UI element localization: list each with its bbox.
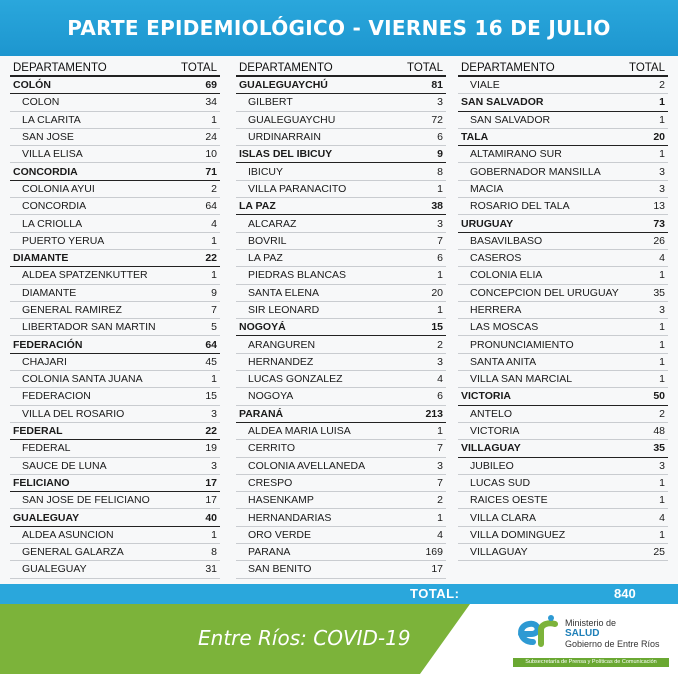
case-count: 6 [437,252,443,265]
locality-name: ALDEA SPATZENKUTTER [22,269,148,282]
case-count: 1 [659,113,665,126]
case-count: 7 [437,234,443,247]
header-total: TOTAL [407,61,443,74]
department-row [458,215,668,232]
locality-row [458,406,668,423]
footer [0,604,678,674]
case-count: 1 [211,269,217,282]
locality-row [458,371,668,388]
department-row [236,146,446,163]
case-count: 4 [659,511,665,524]
locality-row [236,94,446,111]
department-name: URUGUAY [461,217,514,230]
locality-name: VIALE [470,79,500,92]
locality-name: ALCARAZ [248,217,297,230]
locality-row [236,215,446,232]
locality-name: GUALEGUAYCHU [248,113,336,126]
locality-name: DIAMANTE [22,286,77,299]
case-count: 20 [431,286,443,299]
locality-name: LUCAS SUD [470,476,531,489]
header-total: TOTAL [629,61,665,74]
locality-row [458,509,668,526]
locality-name: RAICES OESTE [470,494,548,507]
header-department: DEPARTAMENTO [461,61,555,74]
department-row [10,77,220,94]
locality-name: SAN SALVADOR [470,113,551,126]
case-count: 1 [211,113,217,126]
department-name: FEDERACIÓN [13,338,83,351]
department-name: CONCORDIA [13,165,78,178]
locality-name: BASAVILBASO [470,234,543,247]
case-count: 22 [205,252,217,265]
case-count: 13 [653,200,665,213]
locality-row [10,527,220,544]
case-count: 1 [659,338,665,351]
report-header [0,0,678,56]
ministry-logo [505,610,675,670]
logo-text: Ministerio de SALUD Gobierno de Entre Ríos [565,618,660,649]
locality-row [236,233,446,250]
case-count: 1 [437,269,443,282]
locality-name: HERNANDARIAS [248,511,332,524]
case-count: 9 [437,148,443,161]
locality-name: LA PAZ [248,252,283,265]
locality-row [10,233,220,250]
case-count: 31 [205,563,217,576]
locality-row [236,112,446,129]
case-count: 1 [659,355,665,368]
case-count: 1 [659,148,665,161]
case-table [0,56,678,584]
locality-name: VILLA DOMINGUEZ [470,528,566,541]
locality-name: SAUCE DE LUNA [22,459,107,472]
locality-name: NOGOYA [248,390,294,403]
locality-name: FEDERACION [22,390,91,403]
locality-row [458,233,668,250]
locality-row [10,354,220,371]
locality-name: URDINARRAIN [248,131,321,144]
locality-row [236,509,446,526]
case-count: 71 [205,165,217,178]
department-row [458,94,668,111]
locality-name: COLONIA ELIA [470,269,543,282]
locality-name: ALDEA MARIA LUISA [248,425,351,438]
case-count: 1 [659,476,665,489]
locality-name: PARANA [248,546,291,559]
locality-name: JUBILEO [470,459,514,472]
locality-name: BOVRIL [248,234,287,247]
department-name: FEDERAL [13,425,63,438]
case-count: 24 [205,131,217,144]
case-count: 4 [437,528,443,541]
locality-name: CRESPO [248,476,293,489]
department-name: GUALEGUAY [13,511,80,524]
locality-row [236,371,446,388]
department-row [236,77,446,94]
department-name: DIAMANTE [13,252,69,265]
case-count: 4 [437,373,443,386]
locality-row [458,354,668,371]
locality-row [236,561,446,578]
case-count: 3 [437,355,443,368]
case-count: 1 [659,96,665,109]
department-row [10,250,220,267]
locality-row [458,544,668,561]
locality-row [10,406,220,423]
case-count: 25 [653,546,665,559]
locality-name: ANTELO [470,407,513,420]
locality-row [236,181,446,198]
locality-name: PRONUNCIAMIENTO [470,338,574,351]
department-row [458,440,668,457]
locality-name: ALTAMIRANO SUR [470,148,562,161]
department-row [10,336,220,353]
locality-name: COLONIA AVELLANEDA [248,459,366,472]
locality-name: SIR LEONARD [248,304,320,316]
locality-name: CERRITO [248,442,296,455]
locality-name: COLONIA SANTA JUANA [22,373,143,386]
case-count: 3 [211,407,217,420]
case-count: 17 [205,476,217,489]
case-count: 20 [653,131,665,144]
locality-row [10,302,220,319]
department-row [10,509,220,526]
case-count: 7 [437,442,443,455]
department-name: FELICIANO [13,476,70,489]
locality-row [10,198,220,215]
case-count: 169 [425,546,443,559]
case-count: 10 [205,148,217,161]
locality-row [458,336,668,353]
locality-row [458,198,668,215]
locality-row [458,319,668,336]
locality-row [10,267,220,284]
locality-name: HASENKAMP [248,494,314,507]
locality-row [10,388,220,405]
case-count: 213 [425,407,443,420]
locality-name: IBICUY [248,165,284,178]
locality-name: SAN JOSE DE FELICIANO [22,494,150,507]
locality-row [10,112,220,129]
table-column-3 [458,60,668,561]
locality-name: GOBERNADOR MANSILLA [470,165,601,178]
case-count: 1 [659,269,665,282]
locality-row [458,285,668,302]
case-count: 8 [211,546,217,559]
department-name: LA PAZ [239,200,276,213]
locality-name: VICTORIA [470,425,520,438]
header-department: DEPARTAMENTO [13,61,107,74]
case-count: 3 [659,459,665,472]
case-count: 3 [659,182,665,195]
locality-row [10,146,220,163]
case-count: 35 [653,286,665,299]
case-count: 1 [659,494,665,507]
locality-name: MACIA [470,182,504,195]
locality-name: ARANGUREN [248,338,316,351]
case-count: 5 [211,321,217,334]
locality-row [10,181,220,198]
locality-row [236,475,446,492]
locality-name: GUALEGUAY [22,563,87,576]
department-name: VILLAGUAY [461,442,521,455]
locality-name: CHAJARI [22,355,67,368]
column-header [236,60,446,77]
header-department: DEPARTAMENTO [239,61,333,74]
locality-row [236,302,446,319]
case-count: 7 [437,476,443,489]
locality-row [458,423,668,440]
locality-row [10,94,220,111]
locality-row [236,163,446,180]
department-name: VICTORIA [461,390,511,403]
department-name: SAN SALVADOR [461,96,544,109]
locality-row [236,527,446,544]
case-count: 19 [205,442,217,455]
department-row [10,163,220,180]
case-count: 1 [437,182,443,195]
locality-row [236,440,446,457]
case-count: 7 [211,304,217,316]
case-count: 15 [431,321,443,334]
case-count: 4 [659,252,665,265]
case-count: 4 [211,217,217,230]
locality-name: ALDEA ASUNCION [22,528,114,541]
case-count: 2 [437,338,443,351]
er-logo-icon [511,612,561,656]
column-header [458,60,668,77]
case-count: 2 [659,79,665,92]
locality-row [458,181,668,198]
case-count: 1 [437,511,443,524]
locality-row [10,561,220,578]
locality-row [458,302,668,319]
department-name: PARANÁ [239,407,284,420]
case-count: 1 [437,425,443,438]
report-title: PARTE EPIDEMIOLÓGICO - VIERNES 16 DE JULIO [67,16,611,40]
locality-row [10,440,220,457]
case-count: 8 [437,165,443,178]
locality-name: VILLA DEL ROSARIO [22,407,125,420]
column-header [10,60,220,77]
department-name: NOGOYÁ [239,321,286,334]
locality-name: VILLA CLARA [470,511,536,524]
department-name: COLÓN [13,79,51,92]
locality-row [10,129,220,146]
locality-name: PUERTO YERUA [22,234,105,247]
footer-text: Entre Ríos: COVID-19 [198,626,411,650]
locality-name: CONCEPCION DEL URUGUAY [470,286,619,299]
case-count: 1 [659,528,665,541]
locality-row [236,129,446,146]
logo-strip: Subsecretaría de Prensa y Políticas de Comunicación [513,658,669,667]
locality-row [236,285,446,302]
locality-name: LAS MOSCAS [470,321,539,334]
locality-row [458,492,668,509]
locality-row [10,458,220,475]
case-count: 35 [653,442,665,455]
case-count: 1 [211,528,217,541]
locality-row [10,215,220,232]
locality-name: VILLA PARANACITO [248,182,347,195]
locality-row [458,527,668,544]
locality-row [10,285,220,302]
department-row [236,406,446,423]
case-count: 3 [659,165,665,178]
locality-name: CONCORDIA [22,200,87,213]
locality-name: ROSARIO DEL TALA [470,200,570,213]
total-value: 840 [614,586,636,601]
case-count: 1 [659,321,665,334]
department-row [458,129,668,146]
case-count: 38 [431,200,443,213]
case-count: 1 [659,373,665,386]
locality-name: GENERAL GALARZA [22,546,124,559]
locality-row [458,475,668,492]
case-count: 3 [659,304,665,316]
locality-row [458,250,668,267]
case-count: 17 [205,494,217,507]
locality-name: SAN BENITO [248,563,312,576]
locality-name: SANTA ANITA [470,355,537,368]
case-count: 72 [431,113,443,126]
locality-row [10,492,220,509]
case-count: 2 [437,494,443,507]
locality-row [236,388,446,405]
case-count: 2 [659,407,665,420]
locality-row [458,163,668,180]
locality-row [236,458,446,475]
case-count: 3 [211,459,217,472]
locality-row [458,77,668,94]
locality-row [236,250,446,267]
locality-name: COLONIA AYUI [22,182,95,195]
locality-row [10,371,220,388]
total-label: TOTAL: [410,586,460,601]
case-count: 3 [437,459,443,472]
locality-name: HERRERA [470,304,522,316]
locality-row [236,423,446,440]
case-count: 45 [205,355,217,368]
case-count: 2 [211,182,217,195]
department-name: ISLAS DEL IBICUY [239,148,333,161]
locality-row [10,319,220,336]
case-count: 64 [205,200,217,213]
locality-row [236,267,446,284]
case-count: 6 [437,131,443,144]
locality-name: PIEDRAS BLANCAS [248,269,347,282]
locality-row [458,267,668,284]
case-count: 22 [205,425,217,438]
locality-name: LIBERTADOR SAN MARTIN [22,321,156,334]
department-name: TALA [461,131,489,144]
case-count: 9 [211,286,217,299]
locality-row [458,112,668,129]
table-column-1 [10,60,220,579]
locality-name: GILBERT [248,96,293,109]
department-row [236,319,446,336]
case-count: 1 [211,373,217,386]
case-count: 1 [211,234,217,247]
case-count: 3 [437,96,443,109]
locality-name: LA CRIOLLA [22,217,83,230]
case-count: 15 [205,390,217,403]
case-count: 69 [205,79,217,92]
locality-name: VILLA SAN MARCIAL [470,373,573,386]
locality-name: LA CLARITA [22,113,81,126]
department-row [458,388,668,405]
locality-name: LUCAS GONZALEZ [248,373,343,386]
case-count: 50 [653,390,665,403]
locality-row [10,544,220,561]
case-count: 40 [205,511,217,524]
case-count: 48 [653,425,665,438]
case-count: 26 [653,234,665,247]
locality-name: FEDERAL [22,442,71,455]
locality-row [236,544,446,561]
case-count: 17 [431,563,443,576]
department-name: GUALEGUAYCHÚ [239,79,328,92]
total-bar [0,584,678,604]
locality-row [458,458,668,475]
locality-name: VILLA ELISA [22,148,83,161]
case-count: 6 [437,390,443,403]
locality-row [458,146,668,163]
case-count: 1 [437,304,443,316]
department-row [10,475,220,492]
case-count: 34 [205,96,217,109]
locality-name: HERNANDEZ [248,355,314,368]
locality-name: GENERAL RAMIREZ [22,304,122,316]
case-count: 81 [431,79,443,92]
locality-name: SANTA ELENA [248,286,319,299]
locality-row [236,354,446,371]
table-column-2 [236,60,446,579]
locality-name: SAN JOSE [22,131,74,144]
locality-row [236,492,446,509]
locality-row [236,336,446,353]
case-count: 64 [205,338,217,351]
department-row [10,423,220,440]
header-total: TOTAL [181,61,217,74]
case-count: 73 [653,217,665,230]
locality-name: VILLAGUAY [470,546,528,559]
locality-name: COLON [22,96,60,109]
department-row [236,198,446,215]
case-count: 3 [437,217,443,230]
locality-name: ORO VERDE [248,528,312,541]
locality-name: CASEROS [470,252,522,265]
